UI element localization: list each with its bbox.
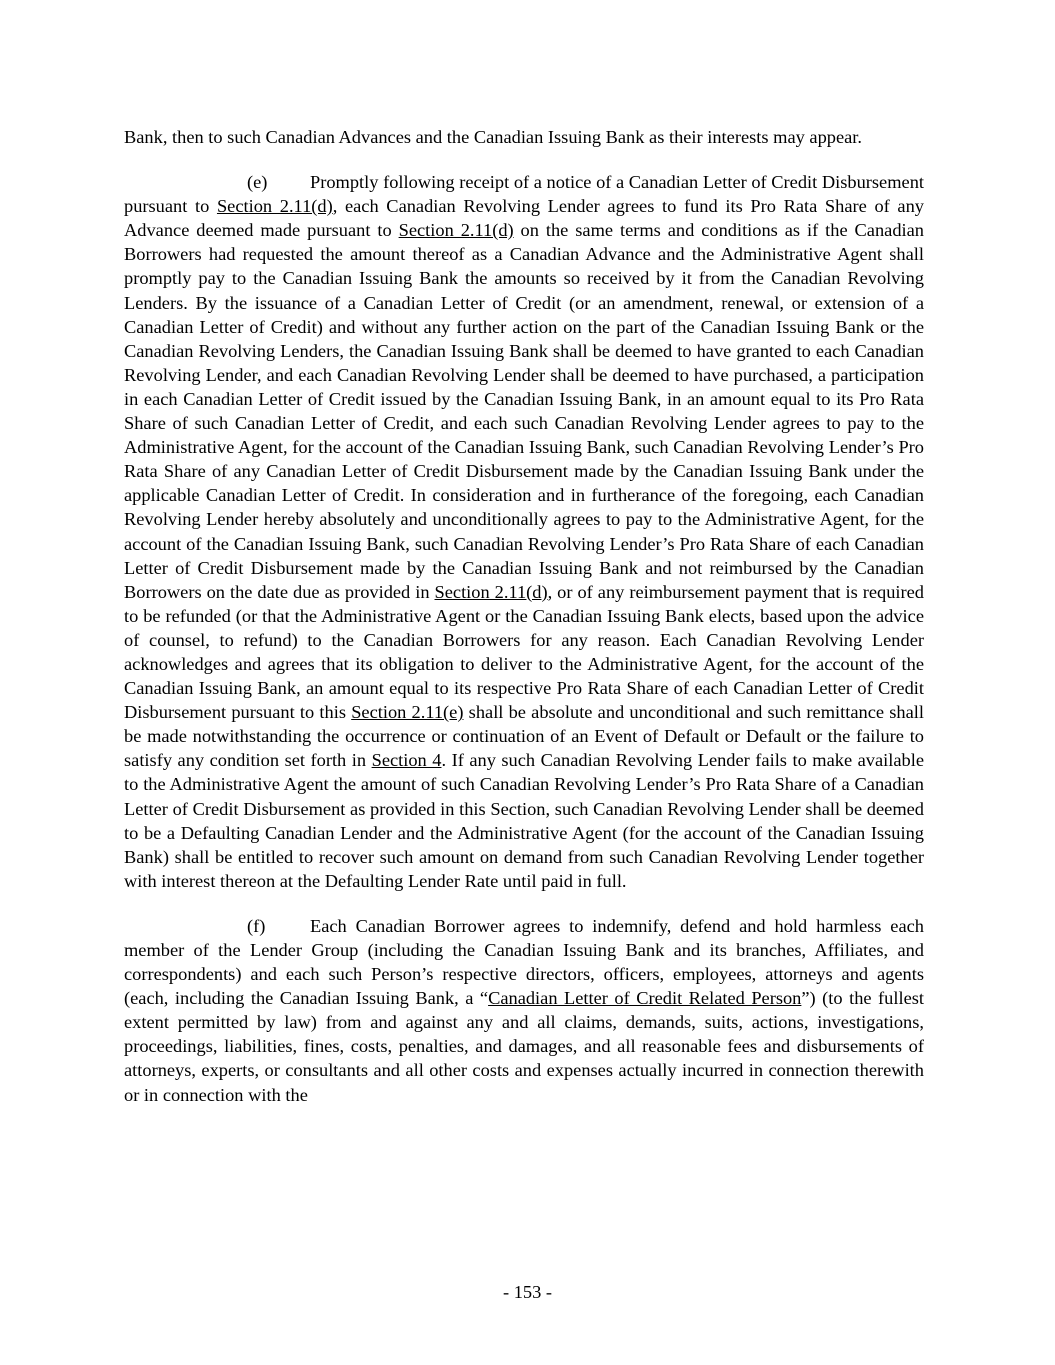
paragraph-e-text-6: . If any such Canadian Revolving Lender fails to make available to the Administrative Agent the amount of such Canadian Revolving Lender’s Pro Rata Share of a Canadian Letter of Credit Disbursement as provided in this Section, such Canadian Revolving Lender shall be deemed to be a Defaulting Canadian Lender and the Administrative Agent (for the account of the Canadian Issuing Bank) shall be entitled to recover such amount on demand from such Canadian Revolving Lender together with interest thereon at the Defaulting Lender Rate until paid in full. xyxy=(124,750,924,891)
paragraph-e-text-1: Promptly following receipt of a notice of a Canadian Letter of Credit Disbursement pursuant to xyxy=(124,172,924,217)
paragraph-f-label: (f) xyxy=(247,915,266,936)
paragraph-continuation xyxy=(124,125,924,149)
paragraph-e-text-5: shall be absolute and unconditional and such remittance shall be made notwithstanding the occurrence or continuation of an Event of Default or Default or the failure to satisfy any condition set forth in xyxy=(124,702,924,771)
section-reference-4: Section 4 xyxy=(371,750,442,771)
paragraph-e xyxy=(124,170,924,893)
paragraph-e-text-2: , each Canadian Revolving Lender agrees to fund its Pro Rata Share of any Advance deemed made pursuant to xyxy=(124,196,924,241)
section-reference-2-11-d: Section 2.11(d) xyxy=(398,220,514,241)
paragraph-f-text-1: Each Canadian Borrower agrees to indemnify, defend and hold harmless each member of the Lender Group (including the Canadian Issuing Bank and its branches, Affiliates, and correspondents) and each such Person’s respective directors, officers, employees, attorneys and agents (each, including the Canadian Issuing Bank, a “ xyxy=(124,915,924,1009)
paragraph-f xyxy=(124,914,924,1107)
section-reference-2-11-d: Section 2.11(d) xyxy=(216,196,333,217)
paragraph-e-label: (e) xyxy=(247,172,268,193)
section-reference-2-11-e: Section 2.11(e) xyxy=(351,702,464,723)
section-reference-2-11-d: Section 2.11(d) xyxy=(434,581,548,602)
page-number: - 153 - xyxy=(502,1282,553,1302)
document-page xyxy=(124,125,924,1107)
defined-term-canadian-letter-of-credit-related-person: Canadian Letter of Credit Related Person xyxy=(488,988,802,1009)
paragraph-e-text-3: on the same terms and conditions as if the Canadian Borrowers had requested the amount thereof as a Canadian Advance and the Administrative Agent shall promptly pay to the Canadian Issuing Bank the amounts so received by it from the Canadian Revolving Lenders. By the issuance of a Canadian Letter of Credit (or an amendment, renewal, or extension of a Canadian Letter of Credit) and without any further action on the part of the Canadian Issuing Bank or the Canadian Revolving Lenders, the Canadian Issuing Bank shall be deemed to have granted to each Canadian Revolving Lender, and each Canadian Revolving Lender shall be deemed to have purchased, a participation in each Canadian Letter of Credit issued by the Canadian Issuing Bank, in an amount equal to its Pro Rata Share of such Canadian Letter of Credit, and each such Canadian Revolving Lender agrees to pay to the Administrative Agent, for the account of the Canadian Issuing Bank, such Canadian Revolving Lender’s Pro Rata Share of any Canadian Letter of Credit Disbursement made by the Canadian Issuing Bank under the applicable Canadian Letter of Credit. In consideration and in furtherance of the foregoing, each Canadian Revolving Lender hereby absolutely and unconditionally agrees to pay to the Administrative Agent, for the account of the Canadian Issuing Bank, such Canadian Revolving Lender’s Pro Rata Share of each Canadian Letter of Credit Disbursement made by the Canadian Issuing Bank and not reimbursed by the Canadian Borrowers on the date due as provided in xyxy=(124,220,924,602)
paragraph-f-text-2: ”) (to the fullest extent permitted by law) from and against any and all claims, demands, suits, actions, investigations, proceedings, liabilities, fines, costs, penalties, and damages, and all reasonable fees and disbursements of attorneys, experts, or consultants and all other costs and expenses actually incurred in connection therewith or in connection with the xyxy=(124,988,925,1105)
paragraph-continuation-text: Bank, then to such Canadian Advances and the Canadian Issuing Bank as their interests may appear. xyxy=(124,127,862,147)
paragraph-e-text-4: , or of any reimbursement payment that is required to be refunded (or that the Administrative Agent or the Canadian Issuing Bank elects, based upon the advice of counsel, to refund) to the Canadian Borrowers for any reason. Each Canadian Revolving Lender acknowledges and agrees that its obligation to deliver to the Administrative Agent, for the account of the Canadian Issuing Bank, an amount equal to its respective Pro Rata Share of each Canadian Letter of Credit Disbursement pursuant to this xyxy=(124,581,924,723)
